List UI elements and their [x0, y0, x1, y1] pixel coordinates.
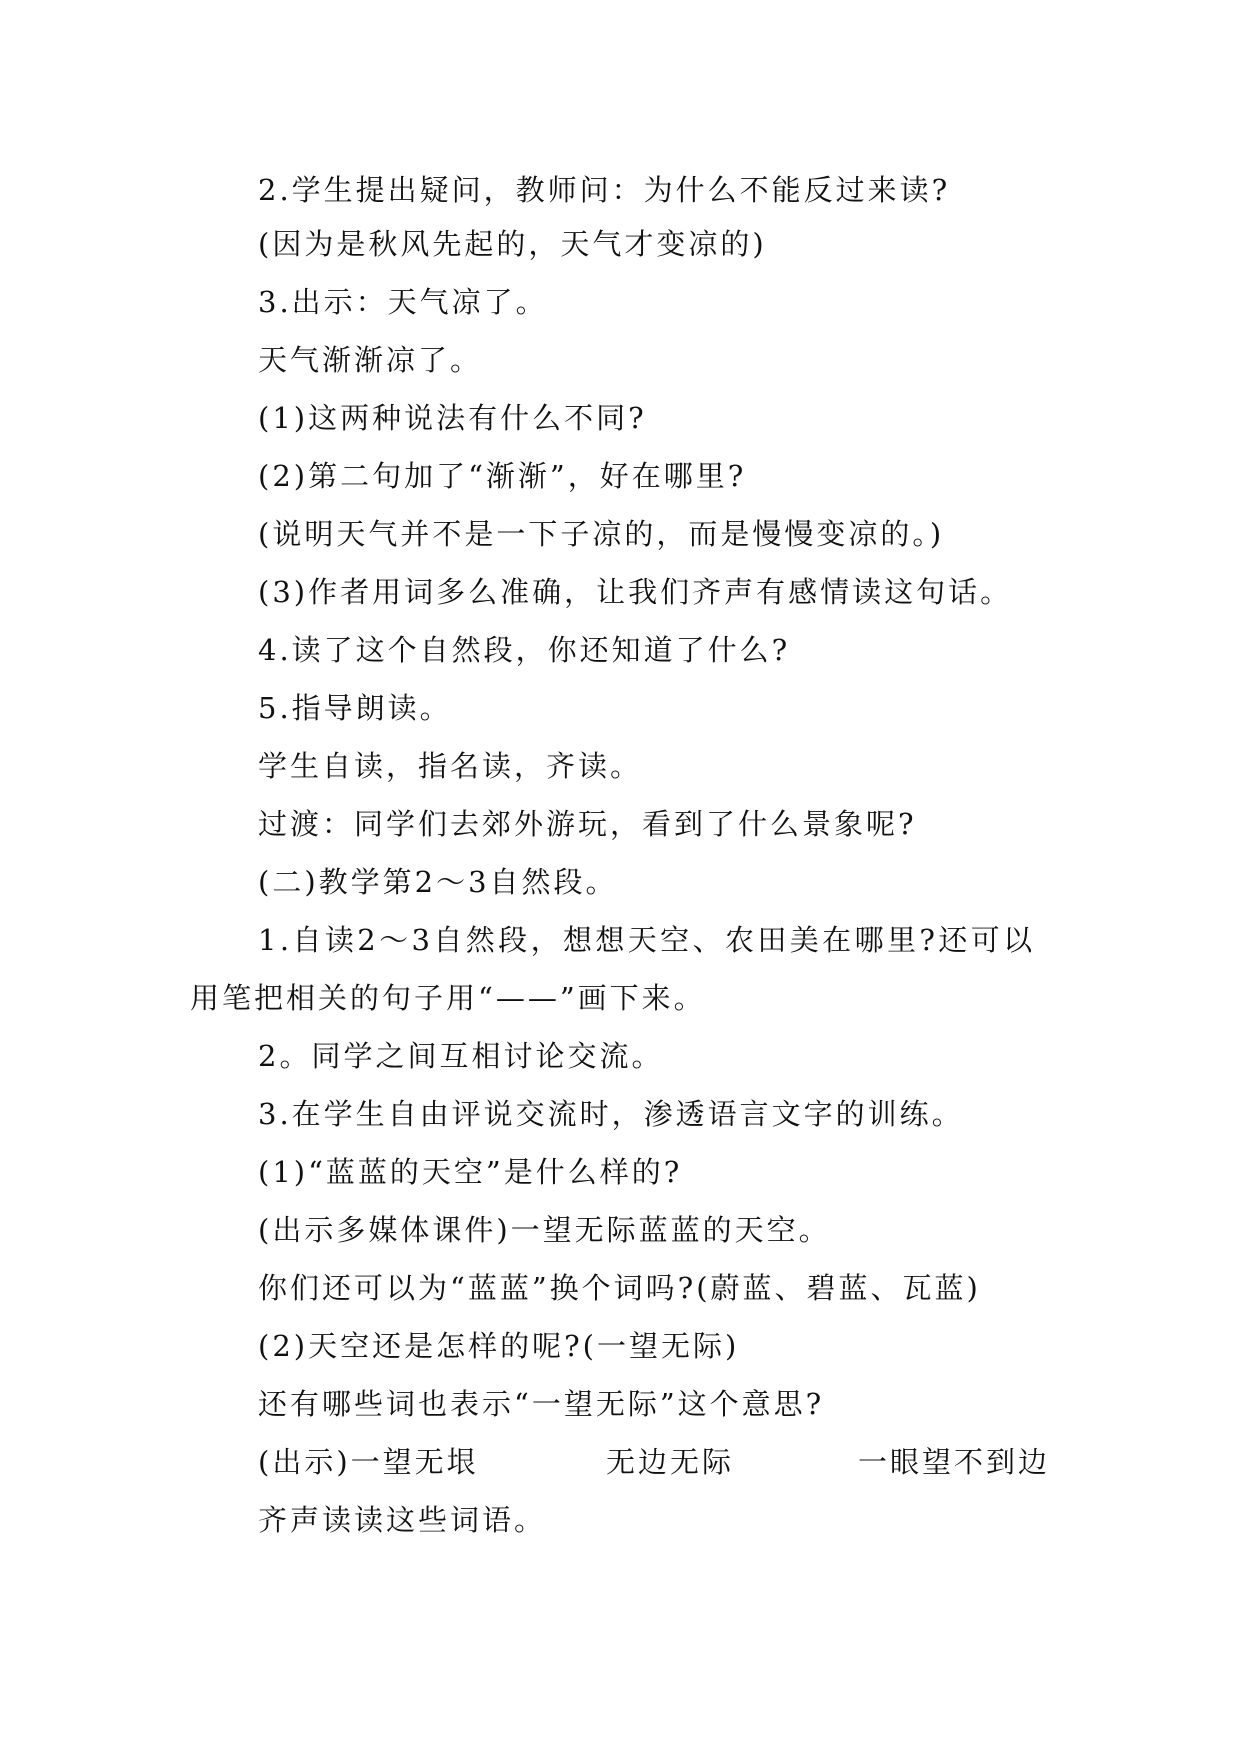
paragraph-line: (1)这两种说法有什么不同?: [258, 401, 647, 435]
paragraph-line: 还有哪些词也表示“一望无际”这个意思?: [258, 1387, 825, 1421]
paragraph-line: 2.学生提出疑问，教师问：为什么不能反过来读?: [258, 173, 951, 207]
paragraph-line: 3.出示：天气凉了。: [258, 285, 548, 319]
terms-row-label: (出示)一望无垠: [258, 1445, 479, 1479]
term-item: 一眼望不到边: [858, 1445, 1051, 1479]
paragraph-line: 5.指导朗读。: [258, 691, 452, 725]
paragraph-line-continuation: 用笔把相关的句子用“——”画下来。: [190, 981, 706, 1015]
paragraph-line: 学生自读，指名读，齐读。: [258, 749, 643, 783]
paragraph-line: (因为是秋风先起的，天气才变凉的): [258, 227, 767, 261]
paragraph-line: (出示多媒体课件)一望无际蓝蓝的天空。: [258, 1213, 831, 1247]
paragraph-line: 天气渐渐凉了。: [258, 343, 483, 377]
paragraph-line: 齐声读读这些词语。: [258, 1503, 547, 1537]
paragraph-line: 2。同学之间互相讨论交流。: [258, 1039, 664, 1073]
paragraph-line: (1)“蓝蓝的天空”是什么样的?: [258, 1155, 683, 1189]
paragraph-line: 你们还可以为“蓝蓝”换个词吗?(蔚蓝、碧蓝、瓦蓝): [258, 1271, 981, 1305]
term-item: 无边无际: [606, 1445, 735, 1479]
paragraph-line: 4.读了这个自然段，你还知道了什么?: [258, 633, 791, 667]
paragraph-line: 过渡：同学们去郊外游玩，看到了什么景象呢?: [258, 807, 917, 841]
paragraph-line: 1.自读2～3自然段，想想天空、农田美在哪里?还可以: [258, 923, 1036, 957]
paragraph-line: (二)教学第2～3自然段。: [258, 865, 618, 899]
paragraph-line: (3)作者用词多么准确，让我们齐声有感情读这句话。: [258, 575, 1013, 609]
paragraph-line: 3.在学生自由评说交流时，渗透语言文字的训练。: [258, 1097, 964, 1131]
paragraph-line: (说明天气并不是一下子凉的，而是慢慢变凉的。): [258, 517, 945, 551]
paragraph-line: (2)第二句加了“渐渐”，好在哪里?: [258, 459, 747, 493]
paragraph-line: (2)天空还是怎样的呢?(一望无际): [258, 1329, 740, 1363]
